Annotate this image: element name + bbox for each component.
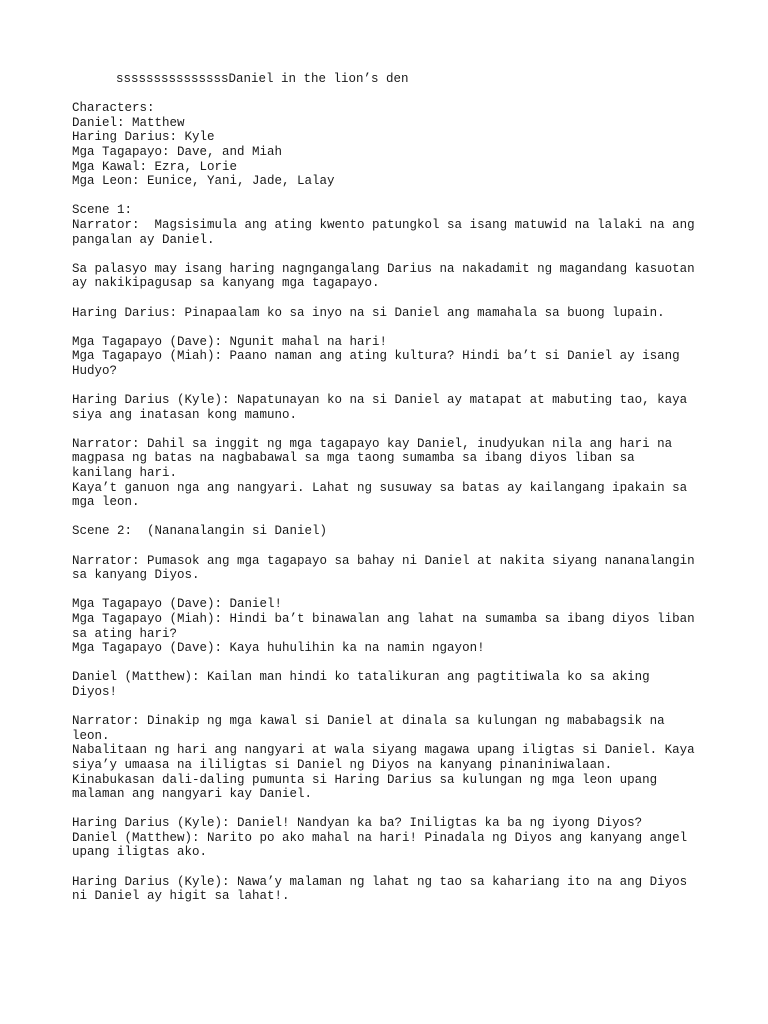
text-line: magpasa ng batas na nagbabawal sa mga taong sumamba sa ibang diyos liban sa	[72, 451, 635, 466]
text-line: upang iligtas ako.	[72, 845, 208, 860]
text-line: Mga Tagapayo (Dave): Daniel!	[72, 597, 283, 612]
document-page	[72, 72, 712, 904]
text-line: sa kanyang Diyos.	[72, 568, 200, 583]
document-title: sssssssssssssssDaniel in the lion’s den	[116, 72, 409, 86]
paragraph-block	[72, 670, 712, 699]
text-line: Hudyo?	[72, 363, 118, 378]
text-line: Narrator: Dahil sa inggit ng mga tagapayo kay Daniel, inudyukan nila ang hari na	[72, 436, 673, 451]
text-line: Narrator: Magsisimula ang ating kwento patungkol sa isang matuwid na lalaki na ang	[72, 217, 695, 232]
text-line: malaman ang nangyari kay Daniel.	[72, 787, 313, 802]
text-line: Characters:	[72, 101, 155, 116]
text-line: sa ating hari?	[72, 626, 178, 641]
text-line: Haring Darius: Kyle	[72, 130, 215, 145]
text-line: Mga Tagapayo (Miah): Hindi ba’t binawalan ang lahat na sumamba sa ibang diyos liban	[72, 611, 695, 626]
text-line: Mga Leon: Eunice, Yani, Jade, Lalay	[72, 174, 335, 189]
text-line: Daniel: Matthew	[72, 115, 185, 130]
text-line: Mga Tagapayo (Dave): Kaya huhulihin ka na namin ngayon!	[72, 641, 485, 656]
text-line: Haring Darius (Kyle): Napatunayan ko na si Daniel ay matapat at mabuting tao, kaya	[72, 393, 688, 408]
text-line: Narrator: Pumasok ang mga tagapayo sa bahay ni Daniel at nakita siyang nananalangin	[72, 553, 695, 568]
paragraph-block	[72, 554, 712, 583]
text-line: leon.	[72, 728, 110, 743]
text-line: Haring Darius: Pinapaalam ko sa inyo na si Daniel ang mamahala sa buong lupain.	[72, 305, 665, 320]
paragraph-block	[72, 875, 712, 904]
paragraph-block	[72, 335, 712, 379]
text-line: Narrator: Dinakip ng mga kawal si Daniel at dinala sa kulungan ng mababagsik na	[72, 714, 665, 729]
text-line: Scene 2: (Nananalangin si Daniel)	[72, 524, 328, 539]
paragraph-block	[72, 393, 712, 422]
paragraph-block	[72, 524, 712, 539]
text-line: Daniel (Matthew): Kailan man hindi ko tatalikuran ang pagtitiwala ko sa aking	[72, 670, 650, 685]
text-line: Haring Darius (Kyle): Daniel! Nandyan ka ba? Iniligtas ka ba ng iyong Diyos?	[72, 816, 643, 831]
text-line: Scene 1:	[72, 203, 133, 218]
document-body	[72, 101, 712, 904]
paragraph-block	[72, 816, 712, 860]
text-line: mga leon.	[72, 495, 140, 510]
paragraph-block	[72, 262, 712, 291]
text-line: Mga Tagapayo: Dave, and Miah	[72, 144, 283, 159]
text-line: ay nakikipagusap sa kanyang mga tagapayo.	[72, 276, 380, 291]
paragraph-block	[72, 101, 712, 189]
text-line: siya ang inatasan kong mamuno.	[72, 407, 298, 422]
text-line: kanilang hari.	[72, 466, 178, 481]
paragraph-block	[72, 437, 712, 510]
text-line: Sa palasyo may isang haring nagngangalang Darius na nakadamit ng magandang kasuotan	[72, 261, 695, 276]
text-line: pangalan ay Daniel.	[72, 232, 215, 247]
text-line: Mga Tagapayo (Dave): Ngunit mahal na hari!	[72, 334, 388, 349]
text-line: Daniel (Matthew): Narito po ako mahal na hari! Pinadala ng Diyos ang kanyang angel	[72, 830, 688, 845]
text-line: Diyos!	[72, 684, 118, 699]
text-line: Nabalitaan ng hari ang nangyari at wala siyang magawa upang iligtas si Daniel. Kaya	[72, 743, 695, 758]
text-line: Haring Darius (Kyle): Nawa’y malaman ng lahat ng tao sa kahariang ito na ang Diyos	[72, 874, 688, 889]
text-line: ni Daniel ay higit sa lahat!.	[72, 889, 290, 904]
text-line: Mga Kawal: Ezra, Lorie	[72, 159, 238, 174]
text-line: siya’y umaasa na ililigtas si Daniel ng Diyos na kanyang pinaniniwalaan.	[72, 757, 613, 772]
text-line: Kinabukasan dali-daling pumunta si Haring Darius sa kulungan ng mga leon upang	[72, 772, 658, 787]
text-line: Kaya’t ganuon nga ang nangyari. Lahat ng susuway sa batas ay kailangang ipakain sa	[72, 480, 688, 495]
paragraph-block	[72, 714, 712, 802]
paragraph-block	[72, 597, 712, 655]
paragraph-block	[72, 203, 712, 247]
text-line: Mga Tagapayo (Miah): Paano naman ang ating kultura? Hindi ba’t si Daniel ay isang	[72, 349, 680, 364]
paragraph-block	[72, 306, 712, 321]
